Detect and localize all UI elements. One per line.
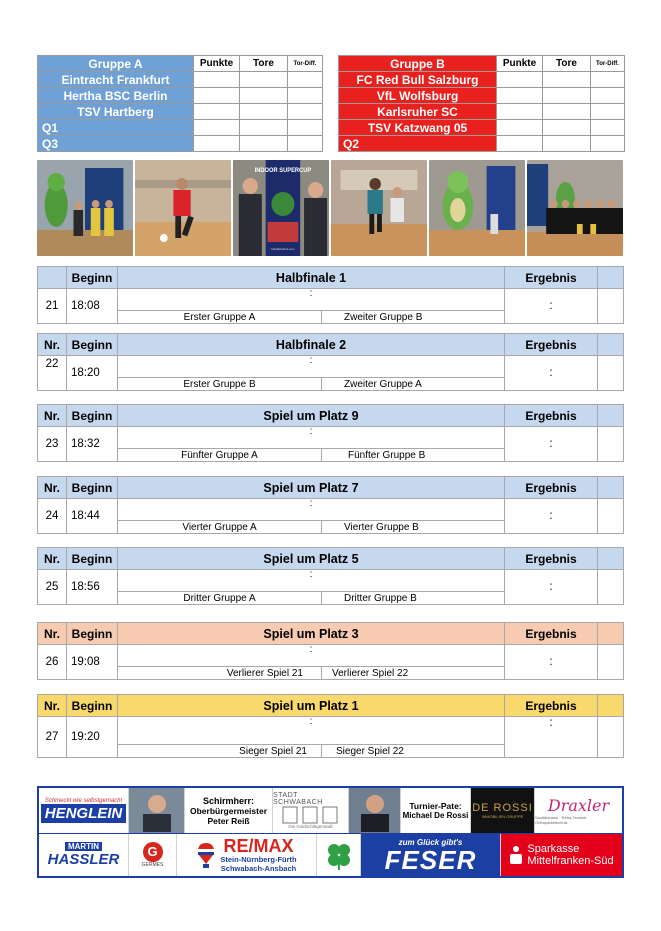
derossi-name: DE ROSSI	[472, 802, 533, 814]
patron-label: Schirmherr:	[202, 795, 255, 806]
group-b-title: Gruppe B	[339, 56, 497, 72]
result-header: Ergebnis	[505, 695, 598, 717]
team-name: Eintracht Frankfurt	[38, 72, 194, 88]
poster-url: futballsfutrina.com	[271, 246, 295, 252]
home-slot: Vierter Gruppe A	[118, 521, 322, 534]
balloon-icon	[196, 842, 216, 868]
group-b-team-row	[339, 120, 625, 136]
match-time: 18:44	[67, 499, 118, 534]
score-separator: :	[118, 570, 505, 592]
result-header: Ergebnis	[505, 405, 598, 427]
start-header: Beginn	[67, 267, 118, 289]
match-table	[37, 333, 624, 391]
nr-header: Nr.	[38, 477, 67, 499]
sponsor-row	[39, 834, 622, 876]
nr-header: Nr.	[38, 334, 67, 356]
clover-icon	[317, 834, 361, 876]
match-time: 18:20	[67, 356, 118, 391]
qualifier-label: Q1	[38, 120, 194, 136]
match-table	[37, 622, 624, 680]
away-slot: Zweiter Gruppe B	[322, 311, 505, 324]
home-slot: Sieger Spiel 21	[118, 745, 322, 758]
qualifier-label: Q3	[38, 136, 194, 152]
result-separator: :	[505, 645, 598, 680]
result-separator: :	[505, 717, 598, 758]
qualifier-label: Q2	[339, 136, 497, 152]
derossi-sub: IMMOBILIEN GRUPPE	[481, 814, 524, 819]
result-separator: :	[505, 289, 598, 324]
remax-name: RE/MAX	[223, 836, 294, 856]
draxler-logo	[535, 788, 622, 833]
away-slot: Vierter Gruppe B	[322, 521, 505, 534]
home-slot: Erster Gruppe B	[118, 378, 322, 391]
match-number: 22	[38, 356, 67, 391]
group-a-team-row	[38, 72, 323, 88]
nr-header: Nr.	[38, 695, 67, 717]
group-b-qualifier-row	[339, 136, 625, 152]
patron-role: Oberbürgermeister	[190, 805, 267, 816]
match-number: 24	[38, 499, 67, 534]
away-slot: Sieger Spiel 22	[322, 745, 505, 758]
match-number: 26	[38, 645, 67, 680]
team-name: TSV Katzwang 05	[339, 120, 497, 136]
feser-tagline: zum Glück gibt's	[398, 837, 463, 847]
match-title: Halbfinale 1	[118, 267, 505, 289]
result-separator: :	[505, 570, 598, 605]
result-header: Ergebnis	[505, 623, 598, 645]
patron-info	[185, 788, 273, 833]
group-a-team-row	[38, 104, 323, 120]
photo-mascots-team	[37, 160, 133, 256]
remax-line1: Stein-Nürnberg-Fürth	[220, 855, 297, 864]
group-a-diff-header: Tor-Diff.	[288, 56, 323, 72]
schwabach-tagline: Die Goldschlägerstadt	[288, 824, 333, 829]
away-slot: Fünfter Gruppe B	[322, 449, 505, 462]
result-separator: :	[505, 356, 598, 391]
match-time: 18:08	[67, 289, 118, 324]
group-b-goals-header: Tore	[543, 56, 591, 72]
patron-name: Peter Reiß	[207, 815, 250, 826]
photo-team-trophies	[527, 160, 623, 256]
match-table	[37, 266, 624, 324]
score-separator: :	[118, 427, 505, 449]
feser-logo	[361, 834, 501, 876]
match-time: 19:08	[67, 645, 118, 680]
away-slot: Zweiter Gruppe A	[322, 378, 505, 391]
match-time: 18:32	[67, 427, 118, 462]
derossi-logo	[471, 788, 535, 833]
start-header: Beginn	[67, 548, 118, 570]
start-header: Beginn	[67, 623, 118, 645]
group-a-points-header: Punkte	[194, 56, 240, 72]
group-b-team-row	[339, 104, 625, 120]
hassler-logo	[39, 834, 129, 876]
match-title: Halbfinale 2	[118, 334, 505, 356]
score-separator: :	[118, 499, 505, 521]
group-a-title: Gruppe A	[38, 56, 194, 72]
photo-officials-banner	[233, 160, 329, 256]
sparkasse-logo	[501, 834, 622, 876]
start-header: Beginn	[67, 477, 118, 499]
result-header: Ergebnis	[505, 548, 598, 570]
remax-line2: Schwabach-Ansbach	[220, 864, 297, 873]
score-separator: :	[118, 356, 505, 378]
result-separator: :	[505, 499, 598, 534]
match-time: 18:56	[67, 570, 118, 605]
team-name: VfL Wolfsburg	[339, 88, 497, 104]
match-number: 21	[38, 289, 67, 324]
germes-letter: G	[143, 842, 163, 862]
home-slot: Verlierer Spiel 21	[118, 667, 322, 680]
feser-name: FESER	[384, 844, 477, 875]
result-header: Ergebnis	[505, 267, 598, 289]
match-time: 19:20	[67, 717, 118, 758]
match-title: Spiel um Platz 5	[118, 548, 505, 570]
sponsor-banner	[37, 786, 624, 878]
match-number: 27	[38, 717, 67, 758]
match-title: Spiel um Platz 1	[118, 695, 505, 717]
group-a-qualifier-row	[38, 120, 323, 136]
away-slot: Verlierer Spiel 22	[322, 667, 505, 680]
match-table	[37, 694, 624, 758]
henglein-tagline: Schmeckt wie selbstgemacht	[44, 798, 123, 804]
group-a-team-row	[38, 88, 323, 104]
patron-photo	[129, 788, 185, 833]
draxler-sub: Sanitätshaus · Reha-Technik · Orthopädietechnik	[535, 815, 589, 825]
match-table	[37, 404, 624, 462]
remax-logo	[177, 834, 317, 876]
match-table	[37, 547, 624, 605]
group-b-team-row	[339, 72, 625, 88]
schwabach-logo	[273, 788, 349, 833]
team-name: Hertha BSC Berlin	[38, 88, 194, 104]
sponsor-row	[39, 788, 622, 834]
sparkasse-icon	[509, 845, 523, 865]
henglein-logo	[39, 788, 129, 833]
turnier-pate-name: Michael De Rossi	[402, 811, 469, 820]
result-header: Ergebnis	[505, 334, 598, 356]
result-header: Ergebnis	[505, 477, 598, 499]
group-a-table	[37, 55, 323, 152]
sparkasse-line1: Sparkasse	[527, 843, 580, 855]
start-header: Beginn	[67, 405, 118, 427]
team-name: Karlsruher SC	[339, 104, 497, 120]
start-header: Beginn	[67, 334, 118, 356]
germes-name: GERMES	[141, 862, 164, 868]
home-slot: Dritter Gruppe A	[118, 592, 322, 605]
home-slot: Fünfter Gruppe A	[118, 449, 322, 462]
nr-header: Nr.	[38, 623, 67, 645]
schwabach-name: STADT SCHWABACH	[273, 792, 323, 806]
photo-mascot-group	[429, 160, 525, 256]
henglein-name: HENGLEIN	[41, 804, 127, 823]
score-separator: :	[118, 717, 505, 745]
nr-header	[38, 267, 67, 289]
hassler-name: HASSLER	[47, 851, 120, 868]
group-a-goals-header: Tore	[240, 56, 288, 72]
group-b-team-row	[339, 88, 625, 104]
photo-players-hall	[331, 160, 427, 256]
germes-logo	[129, 834, 177, 876]
photo-player-action	[135, 160, 231, 256]
banner-text: INDOOR SUPERCUP	[254, 167, 312, 175]
team-name: TSV Hartberg	[38, 104, 194, 120]
turnier-pate-info	[401, 788, 471, 833]
team-name: FC Red Bull Salzburg	[339, 72, 497, 88]
match-title: Spiel um Platz 9	[118, 405, 505, 427]
score-separator: :	[118, 289, 505, 311]
photo-strip	[37, 160, 623, 256]
nr-header: Nr.	[38, 405, 67, 427]
patron-2-photo	[349, 788, 401, 833]
match-number: 25	[38, 570, 67, 605]
draxler-name: Draxler	[547, 796, 610, 815]
home-slot: Erster Gruppe A	[118, 311, 322, 324]
match-title: Spiel um Platz 7	[118, 477, 505, 499]
nr-header: Nr.	[38, 548, 67, 570]
sparkasse-line2: Mittelfranken-Süd	[527, 855, 614, 867]
group-b-diff-header: Tor-Diff.	[591, 56, 625, 72]
score-separator: :	[118, 645, 505, 667]
group-b-table	[338, 55, 625, 152]
match-table	[37, 476, 624, 534]
group-a-qualifier-row	[38, 136, 323, 152]
away-slot: Dritter Gruppe B	[322, 592, 505, 605]
match-number: 23	[38, 427, 67, 462]
group-b-points-header: Punkte	[497, 56, 543, 72]
result-separator: :	[505, 427, 598, 462]
start-header: Beginn	[67, 695, 118, 717]
hassler-first: MARTIN	[65, 842, 102, 851]
match-title: Spiel um Platz 3	[118, 623, 505, 645]
turnier-pate-label: Turnier-Pate:	[409, 801, 462, 811]
